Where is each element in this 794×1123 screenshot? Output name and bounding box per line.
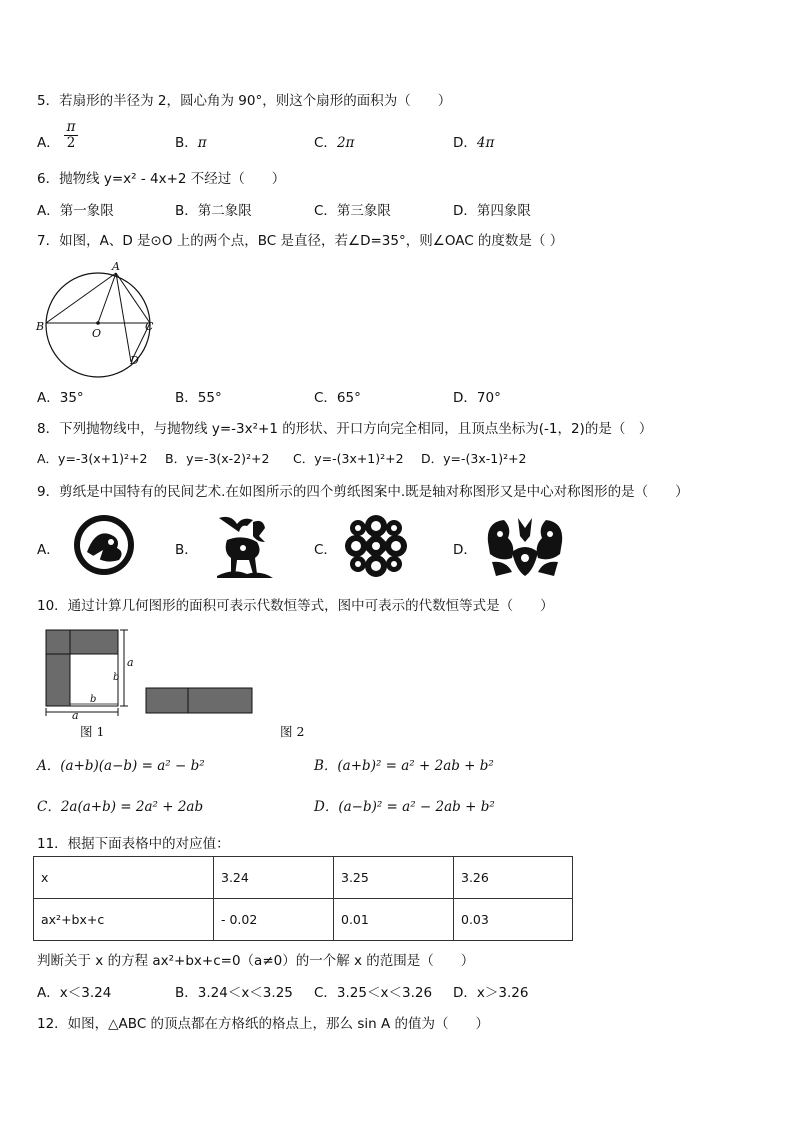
option-key: B．	[175, 135, 198, 151]
table-cell: 0.01	[334, 899, 454, 941]
q9-option-c[interactable]: C．	[314, 542, 337, 558]
table-cell: 3.26	[454, 857, 573, 899]
papercut-b-image	[213, 512, 277, 580]
label-b: B	[36, 320, 45, 333]
q11-option-c[interactable]: C．3.25＜x＜3.26	[314, 985, 433, 1001]
q5-option-a[interactable]	[37, 131, 60, 151]
q7-stem: 7．如图，A、D 是⊙O 上的两个点，BC 是直径，若∠D=35°，则∠OAC 的度数是（ ）	[37, 233, 564, 249]
q8-stem: 8．下列抛物线中，与抛物线 y=-3x²+1 的形状、开口方向完全相同，且顶点坐标为(-1，2)的是（ ）	[37, 421, 653, 437]
table-cell: ax²+bx+c	[34, 899, 214, 941]
q6-stem: 6．抛物线 y=x² - 4x+2 不经过（ ）	[37, 171, 286, 187]
label-c: C	[145, 320, 154, 333]
fig2-caption: 图 2	[280, 724, 305, 739]
q6-option-b[interactable]: B．第二象限	[175, 203, 252, 219]
q6-option-c[interactable]: C．第三象限	[314, 203, 391, 219]
q10-option-a[interactable]: A．(a+b)(a−b) = a² − b²	[37, 758, 205, 774]
option-value: 2π	[336, 135, 355, 151]
q8-option-d[interactable]: D．y=-(3x-1)²+2	[421, 451, 527, 466]
q9-option-a[interactable]: A．	[37, 542, 60, 558]
q10-area-figures	[40, 626, 265, 736]
option-value: π	[197, 135, 207, 151]
q5-option-a-fraction	[64, 120, 78, 151]
segment-ao	[98, 273, 116, 323]
q8-option-a[interactable]: A．y=-3(x+1)²+2	[37, 451, 148, 466]
q7-option-d[interactable]: D．70°	[453, 390, 501, 406]
center-point	[96, 321, 100, 325]
q11-option-a[interactable]: A．x＜3.24	[37, 985, 112, 1001]
label-o: O	[92, 327, 102, 340]
table-cell: 0.03	[454, 899, 573, 941]
table-row	[34, 857, 573, 899]
label-b-vertical: b	[113, 672, 120, 683]
q10-option-b[interactable]: B．(a+b)² = a² + 2ab + b²	[314, 758, 494, 774]
segment-ad	[116, 273, 131, 362]
label-a-vertical: a	[127, 656, 134, 669]
papercut-d-image	[482, 512, 568, 580]
papercut-a-image	[73, 512, 135, 578]
q11-question: 判断关于 x 的方程 ax²+bx+c=0（a≠0）的一个解 x 的范围是（ ）	[37, 953, 475, 969]
segment-ac	[116, 273, 150, 323]
q11-option-b[interactable]: B．3.24＜x＜3.25	[175, 985, 293, 1001]
table-cell: 3.24	[214, 857, 334, 899]
segment-ab	[46, 273, 116, 323]
q9-option-d[interactable]: D．	[453, 542, 477, 558]
q8-option-b[interactable]: B．y=-3(x-2)²+2	[165, 451, 270, 466]
label-a: A	[112, 260, 120, 273]
table-cell: - 0.02	[214, 899, 334, 941]
q11-stem: 11．根据下面表格中的对应值：	[37, 836, 230, 852]
label-a-horizontal: a	[72, 709, 79, 722]
option-key: C．	[314, 135, 337, 151]
q11-value-table	[33, 856, 573, 941]
q6-option-d[interactable]: D．第四象限	[453, 203, 531, 219]
q7-option-a[interactable]: A．35°	[37, 390, 84, 406]
q5-option-d[interactable]	[453, 131, 494, 151]
table-cell: x	[34, 857, 214, 899]
table-cell: 3.25	[334, 857, 454, 899]
q7-circle-figure	[36, 260, 161, 370]
option-key: D．	[453, 135, 477, 151]
table-row	[34, 899, 573, 941]
q5-option-b[interactable]	[175, 131, 207, 151]
fraction-denominator: 2	[64, 135, 78, 151]
q10-stem: 10．通过计算几何图形的面积可表示代数恒等式，图中可表示的代数恒等式是（ ）	[37, 598, 554, 614]
fraction-numerator: π	[66, 119, 76, 135]
q8-option-c[interactable]: C．y=-(3x+1)²+2	[293, 451, 404, 466]
option-value: 4π	[476, 135, 495, 151]
q7-option-b[interactable]: B．55°	[175, 390, 222, 406]
q9-option-b[interactable]: B．	[175, 542, 198, 558]
q5-option-c[interactable]	[314, 131, 354, 151]
q12-stem: 12．如图，△ABC 的顶点都在方格纸的格点上，那么 sin A 的值为（ ）	[37, 1016, 489, 1032]
q10-option-c[interactable]: C．2a(a+b) = 2a² + 2ab	[37, 799, 204, 815]
papercut-c-image	[342, 512, 410, 580]
q11-option-d[interactable]: D．x＞3.26	[453, 985, 529, 1001]
label-d: D	[130, 354, 139, 367]
q9-stem: 9．剪纸是中国特有的民间艺术.在如图所示的四个剪纸图案中.既是轴对称图形又是中心对称图形的是（ ）	[37, 484, 689, 500]
q6-option-a[interactable]: A．第一象限	[37, 203, 114, 219]
q10-option-d[interactable]: D．(a−b)² = a² − 2ab + b²	[314, 799, 495, 815]
fig2-rectangle	[146, 688, 252, 713]
fig1-caption: 图 1	[80, 724, 105, 739]
q7-option-c[interactable]: C．65°	[314, 390, 361, 406]
label-b-horizontal: b	[90, 694, 97, 705]
q5-stem: 5．若扇形的半径为 2，圆心角为 90°，则这个扇形的面积为（ ）	[37, 93, 452, 109]
option-key: A．	[37, 135, 60, 151]
